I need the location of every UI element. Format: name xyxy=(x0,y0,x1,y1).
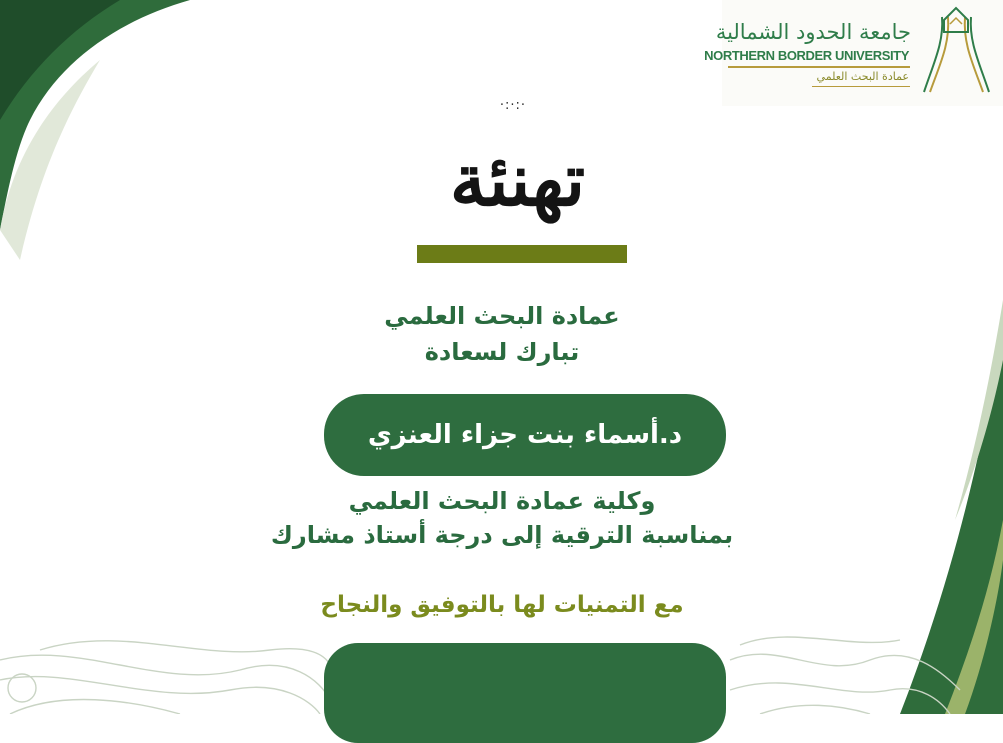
congratulates-line: تبارك لسعادة xyxy=(424,338,580,366)
contour-node xyxy=(8,674,36,702)
deanship-line: عمادة البحث العلمي xyxy=(384,302,620,330)
occasion-line: بمناسبة الترقية إلى درجة أستاذ مشارك xyxy=(270,521,734,549)
decorative-dots: ·:·:· xyxy=(499,98,527,113)
university-logo xyxy=(704,0,1003,106)
logo-divider xyxy=(728,66,910,68)
logo-divider-small xyxy=(812,86,910,87)
logo-english-name: NORTHERN BORDER UNIVERSITY xyxy=(704,48,909,63)
bottom-decorative-pill xyxy=(324,643,726,743)
honoree-name-badge: د.أسماء بنت جزاء العنزي xyxy=(324,394,726,476)
position-line: وكلية عمادة البحث العلمي xyxy=(348,487,656,515)
logo-arabic-name: جامعة الحدود الشمالية xyxy=(715,20,911,44)
calligraphy-congratulations: تهنئة xyxy=(449,137,586,222)
university-emblem-icon xyxy=(914,2,999,94)
logo-deanship-name: عمادة البحث العلمي xyxy=(816,70,909,83)
wishes-line: مع التمنيات لها بالتوفيق والنجاح xyxy=(320,592,684,618)
calligraphy-underline-bar xyxy=(417,245,627,263)
